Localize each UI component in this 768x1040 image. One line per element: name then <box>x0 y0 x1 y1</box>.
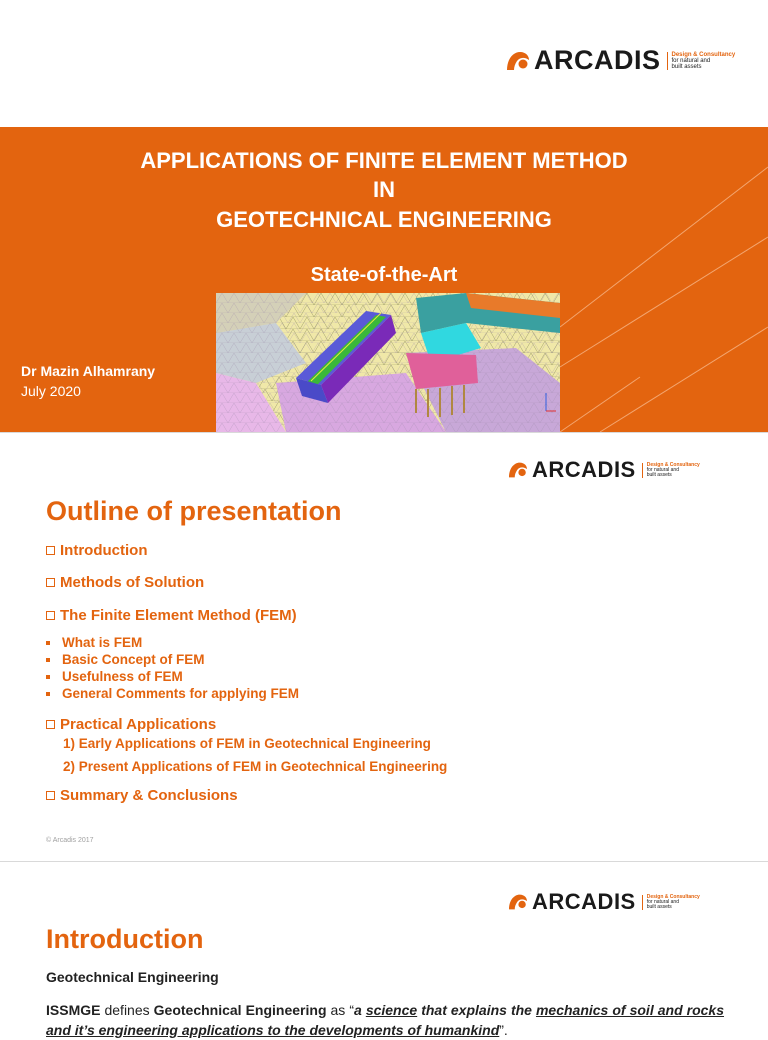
fem-model-image <box>216 293 560 432</box>
outline-slide <box>0 433 768 861</box>
bullet-icon <box>46 692 50 696</box>
title-band <box>0 127 768 432</box>
arcadis-mark-icon <box>505 50 531 72</box>
logo-tagline: Design & Consultancy for natural and built assets <box>642 463 704 478</box>
numbered-item-early: 1) Early Applications of FEM in Geotechnical Engineering <box>63 736 431 751</box>
checkbox-square-icon <box>46 791 55 800</box>
fem-bullet: General Comments for applying FEM <box>46 686 299 701</box>
arcadis-logo <box>505 45 737 76</box>
fem-bullet: Basic Concept of FEM <box>46 652 205 667</box>
outline-item-introduction: Introduction <box>46 542 147 559</box>
outline-item-summary: Summary & Conclusions <box>46 787 238 804</box>
checkbox-square-icon <box>46 578 55 587</box>
logo-tagline: Design & Consultancy for natural and built assets <box>642 895 704 910</box>
bullet-icon <box>46 675 50 679</box>
page-title: Outline of presentation <box>46 496 342 526</box>
arcadis-mark-icon <box>507 893 529 911</box>
author-name: Dr Mazin Alhamrany <box>21 363 156 379</box>
outline-item-methods: Methods of Solution <box>46 574 204 591</box>
logo-wordmark: ARCADIS <box>534 45 661 75</box>
subtitle: State-of-the-Art <box>310 264 458 286</box>
fem-bullet: Usefulness of FEM <box>46 669 183 684</box>
checkbox-square-icon <box>46 720 55 729</box>
title-line-3: GEOTECHNICAL ENGINEERING <box>216 207 552 232</box>
bullet-icon <box>46 658 50 662</box>
presentation-date: July 2020 <box>21 383 81 399</box>
checkbox-square-icon <box>46 546 55 555</box>
page-title: Introduction <box>46 924 204 954</box>
section-subheading: Geotechnical Engineering <box>46 969 219 985</box>
definition-paragraph: ISSMGE defines Geotechnical Engineering as “a science that explains the mechanics of soil and rocks and it’s engineering applications to the developments of humankind”. <box>46 1002 725 1038</box>
logo-wordmark: ARCADIS <box>532 889 636 914</box>
arcadis-logo <box>507 457 704 483</box>
fem-bullet: What is FEM <box>46 635 142 650</box>
numbered-item-present: 2) Present Applications of FEM in Geotechnical Engineering <box>63 759 448 774</box>
arcadis-logo <box>507 889 704 915</box>
title-line-2: IN <box>373 177 395 202</box>
outline-item-fem: The Finite Element Method (FEM) <box>46 607 297 624</box>
checkbox-square-icon <box>46 611 55 620</box>
outline-item-practical: Practical Applications <box>46 716 216 733</box>
logo-tagline: Design & Consultancy for natural and built assets <box>667 52 737 70</box>
bullet-icon <box>46 641 50 645</box>
title-slide <box>0 0 768 432</box>
arcadis-mark-icon <box>507 461 529 479</box>
logo-wordmark: ARCADIS <box>532 457 636 482</box>
introduction-slide <box>0 862 768 1038</box>
title-line-1: APPLICATIONS OF FINITE ELEMENT METHOD <box>140 148 628 173</box>
copyright-note: © Arcadis 2017 <box>46 837 94 844</box>
